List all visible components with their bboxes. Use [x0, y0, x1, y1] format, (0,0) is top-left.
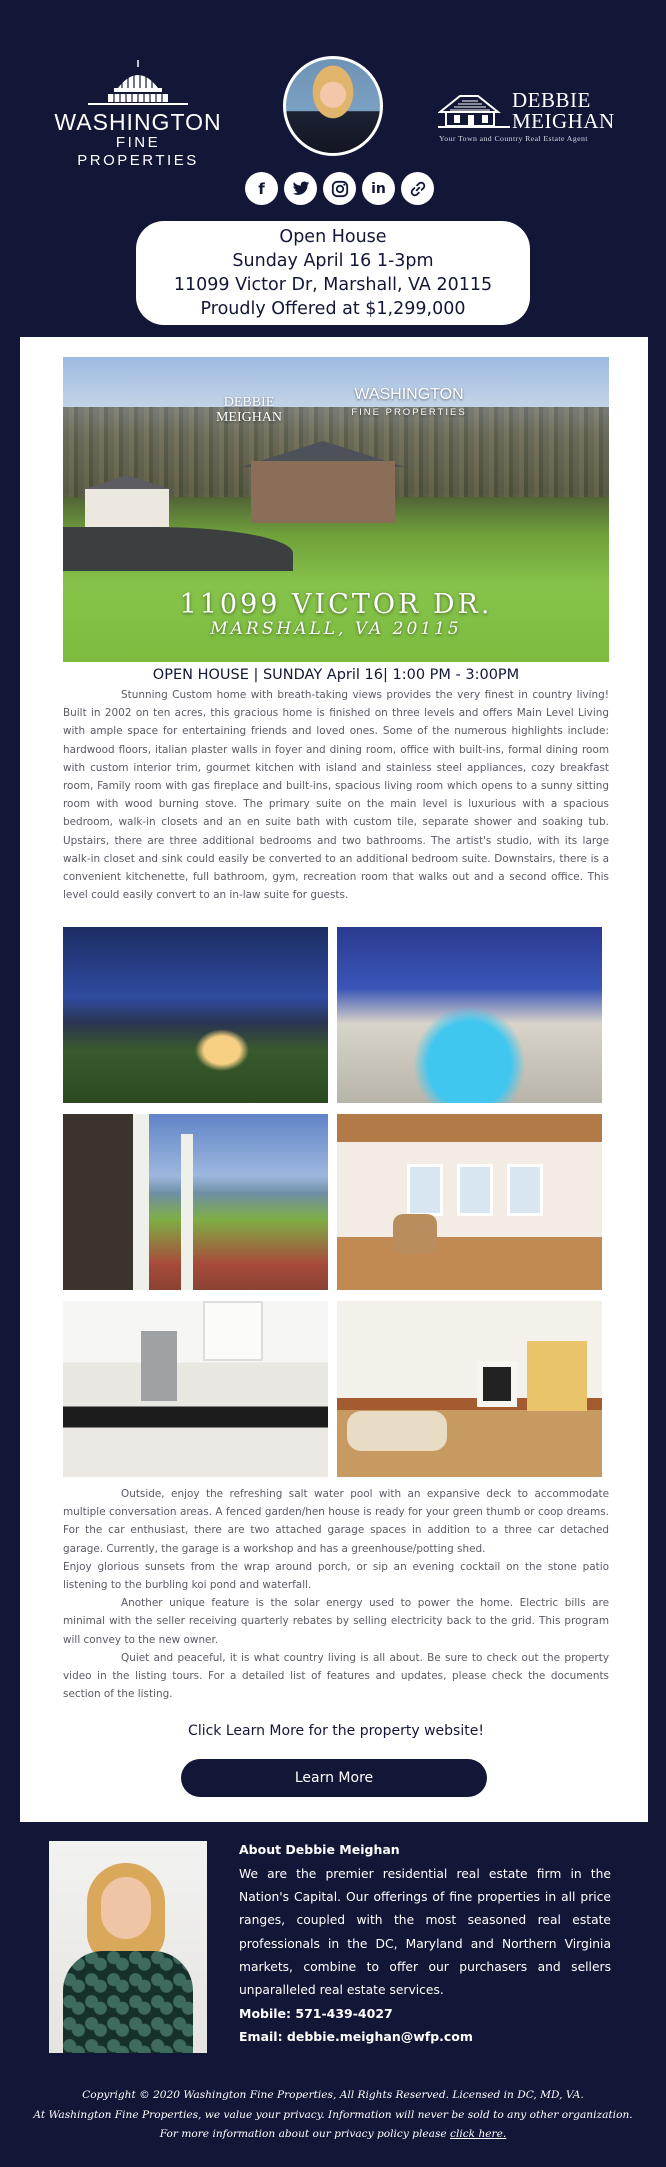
photo-kitchen[interactable] — [63, 1301, 328, 1477]
instagram-icon[interactable] — [323, 172, 356, 205]
photo-family-room[interactable] — [337, 1301, 602, 1477]
hero-house — [251, 461, 395, 523]
brand-right-first-name: DEBBIE — [512, 88, 591, 112]
hero-garage — [85, 489, 169, 527]
fireplace — [477, 1361, 517, 1407]
agent-face — [101, 1877, 151, 1939]
property-description: Stunning Custom home with breath-taking views provides the very finest in country living! Built in 2002 on ten acres, this gracious home is finished on three levels and offers Main Level Living with ample space for entertaining friends and loved ones. Some of the numerous highlights include: hardwood floors, italian plaster walls in foyer and dining room, office with built-ins, formal dining room with custom interior trim, gourmet kitchen with island and stainless steel appliances, cozy breakfast room, Family room with gas fireplace and built-ins, spacious living room which opens to a sunny sitting room with wood burning stove. The primary suite on the main level is luxurious with a spacious bedroom, walk-in closets and an en suite bath with custom tile, separate shower and soaking tub. Upstairs, there are three additional bedrooms and two bathrooms. The artist's studio, with its large walk-in closet and sink could easily be converted to an additional bedroom suite. Downstairs, there is a convenient kitchenette, full bathroom, gym, recreation room that walks out and a second office. This level could easily convert to an in-law suite for guests. — [63, 689, 609, 902]
brand-left-title: WASHINGTON — [54, 109, 222, 135]
window — [407, 1164, 443, 1216]
open-house-price: Proudly Offered at $1,299,000 — [200, 299, 466, 319]
photo-pool[interactable] — [337, 927, 602, 1103]
brand-right-tagline: Your Town and Country Real Estate Agent — [439, 134, 588, 143]
hero-logo-last-name: MEIGHAN — [215, 410, 283, 425]
content-panel — [20, 337, 648, 1822]
hero-address-street: 11099 VICTOR DR. — [179, 589, 493, 620]
hero-address-city: MARSHALL, VA 20115 — [210, 619, 462, 639]
footer — [0, 2086, 666, 2145]
open-house-heading: Open House — [279, 227, 387, 247]
link-icon[interactable] — [401, 172, 434, 205]
sofa — [347, 1411, 447, 1451]
photo-sitting-room[interactable] — [337, 1114, 602, 1290]
photo-exterior-dusk[interactable] — [63, 927, 328, 1103]
about-body: We are the premier residential real estate firm in the Nation's Capital. Our offerings of fine properties in all price ranges, coupled with the most seasoned real estate professionals in the DC, Maryland and Northern Virginia markets, combine to offer our purchasers and sellers unparalleled real estate services. — [239, 1867, 611, 1998]
about-title: About Debbie Meighan — [239, 1842, 400, 1857]
sunset-paragraph: Enjoy glorious sunsets from the wrap around porch, or sip an evening cocktail on the stone patio listening to the burbling koi pond and waterfall. — [63, 1560, 609, 1592]
privacy-line — [0, 2125, 666, 2145]
agent-portrait — [283, 56, 383, 156]
outdoor-paragraph: Outside, enjoy the refreshing salt water pool with an expansive deck to accommodate multiple conversation areas. A fenced garden/hen house is ready for your green thumb or coop dreams. For the car enthusiast, there are two attached garage spaces in addition to a three car detached garage. Currently, the garage is a workshop and has a greenhouse/potting shed. — [63, 1488, 609, 1555]
cabinet — [203, 1301, 263, 1361]
quiet-paragraph: Quiet and peaceful, it is what country living is all about. Be sure to check out the property video in the listing tours. For a detailed list of features and updates, please check the documents section of the listing. — [63, 1651, 609, 1701]
copyright-text: Copyright © 2020 Washington Fine Properties, All Rights Reserved. Licensed in DC, MD, VA. — [82, 2089, 584, 2101]
linkedin-icon[interactable]: in — [362, 172, 395, 205]
photo-porch-view[interactable] — [63, 1114, 328, 1290]
open-house-address: 11099 Victor Dr, Marshall, VA 20115 — [173, 275, 493, 295]
hero-wfp-logo — [347, 387, 471, 421]
solar-paragraph: Another unique feature is the solar energy used to power the home. Electric bills are minimal with the seller receiving quarterly rebates by selling electricity back to the grid. This program will convey to the new owner. — [63, 1597, 609, 1646]
agent-photo — [49, 1841, 207, 2053]
about-section — [239, 1842, 611, 2048]
mobile-number[interactable]: Mobile: 571-439-4027 — [239, 2006, 393, 2022]
email-address[interactable]: Email: debbie.meighan@wfp.com — [239, 2029, 473, 2045]
brand-left-subtitle: FINE PROPERTIES — [77, 134, 199, 169]
hero-property-image[interactable] — [63, 357, 609, 662]
hero-logo-first-name: DEBBIE — [223, 395, 275, 410]
window — [507, 1164, 543, 1216]
header — [0, 0, 666, 335]
capitol-dome-icon — [88, 58, 188, 108]
cta-text: Click Learn More for the property website! — [188, 1723, 484, 1739]
farmhouse-icon — [438, 90, 510, 130]
refrigerator — [141, 1331, 177, 1401]
social-links — [245, 172, 434, 205]
open-house-title: OPEN HOUSE | SUNDAY April 16| 1:00 PM - 3:00PM — [152, 667, 520, 683]
privacy-link[interactable]: click here. — [450, 2128, 507, 2140]
hero-logo-washington: WASHINGTON — [354, 386, 464, 403]
hero-debbie-meighan-logo — [179, 395, 319, 425]
facebook-icon[interactable]: f — [245, 172, 278, 205]
hero-logo-fine-properties: FINE PROPERTIES — [351, 407, 467, 418]
armchair — [393, 1214, 437, 1254]
hero-driveway — [63, 527, 293, 571]
outdoor-description — [63, 1485, 609, 1703]
open-house-date: Sunday April 16 1-3pm — [232, 251, 434, 271]
open-house-summary — [136, 221, 530, 325]
washington-fine-properties-logo — [54, 58, 222, 170]
bookshelf — [527, 1341, 587, 1411]
privacy-link-prefix: For more information about our privacy policy please — [159, 2128, 447, 2140]
privacy-text: At Washington Fine Properties, we value your privacy. Information will never be sold to any other organization. — [33, 2108, 633, 2121]
twitter-icon[interactable] — [284, 172, 317, 205]
agent-blouse — [63, 1951, 193, 2053]
porch-column — [133, 1114, 149, 1290]
window — [457, 1164, 493, 1216]
brand-right-last-name: MEIGHAN — [512, 109, 615, 133]
learn-more-button[interactable]: Learn More — [181, 1759, 487, 1797]
porch-column — [181, 1134, 193, 1290]
